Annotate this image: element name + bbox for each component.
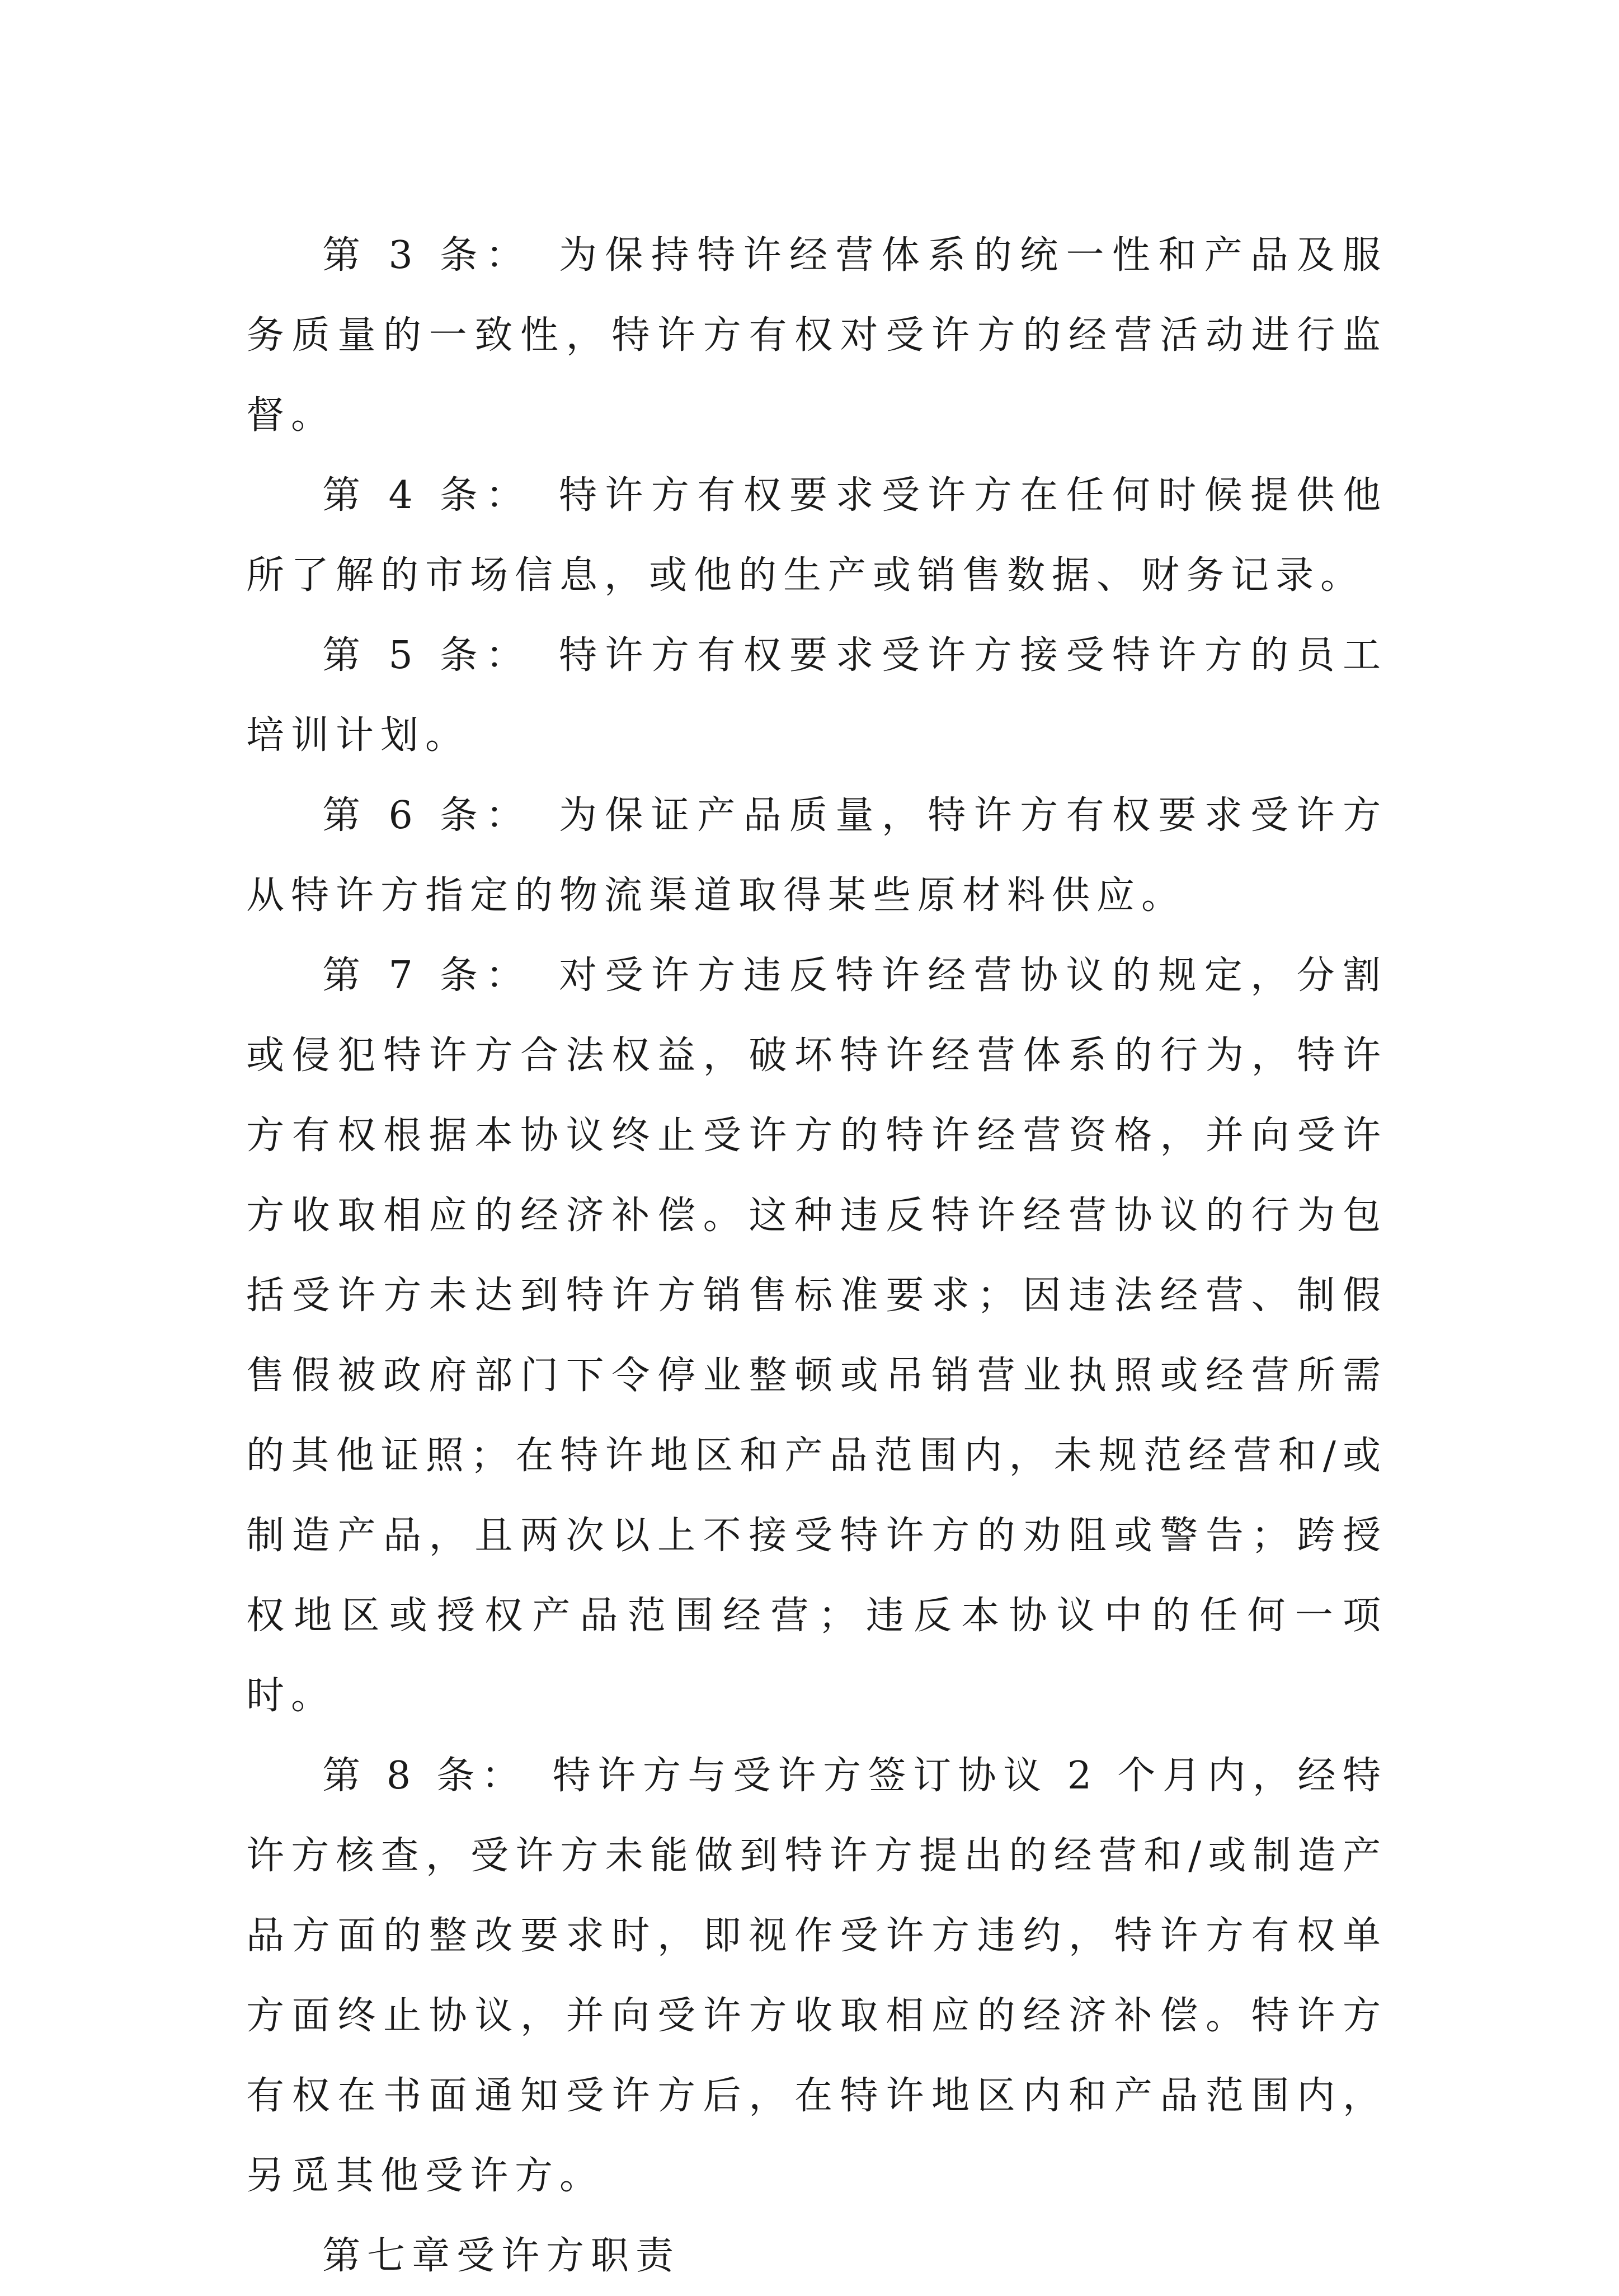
- article-7: 第 7 条： 对受许方违反特许经营协议的规定，分割或侵犯特许方合法权益，破坏特许经营体系的行为，特许方有权根据本协议终止受许方的特许经营资格，并向受许方收取相应的经济补偿。这种违反特许经营协议的行为包括受许方未达到特许方销售标准要求；因违法经营、制假售假被政府部门下令停业整顿或吊销营业执照或经营所需的其他证照；在特许地区和产品范围内，未规范经营和/或制造产品，且两次以上不接受特许方的劝阻或警告；跨授权地区或授权产品范围经营；违反本协议中的任何一项时。: [246, 954, 1387, 1718]
- chapter-heading: 第七章受许方职责: [322, 2234, 681, 2278]
- article-4: 第 4 条： 特许方有权要求受许方在任何时候提供他所了解的市场信息，或他的生产或销售数据、财务记录。: [246, 473, 1387, 598]
- article-5: 第 5 条： 特许方有权要求受许方接受特许方的员工培训计划。: [246, 633, 1387, 758]
- article-3: 第 3 条： 为保持特许经营体系的统一性和产品及服务质量的一致性，特许方有权对受许方的经营活动进行监督。: [246, 233, 1387, 438]
- article-6: 第 6 条： 为保证产品质量，特许方有权要求受许方从特许方指定的物流渠道取得某些原材料供应。: [246, 793, 1387, 918]
- document-body: [246, 215, 1387, 2296]
- article-8: 第 8 条： 特许方与受许方签订协议 2 个月内，经特许方核查，受许方未能做到特许方提出的经营和/或制造产品方面的整改要求时，即视作受许方违约，特许方有权单方面终止协议，并向受许方收取相应的经济补偿。特许方有权在书面通知受许方后，在特许地区内和产品范围内，另觅其他受许方。: [246, 1754, 1387, 2198]
